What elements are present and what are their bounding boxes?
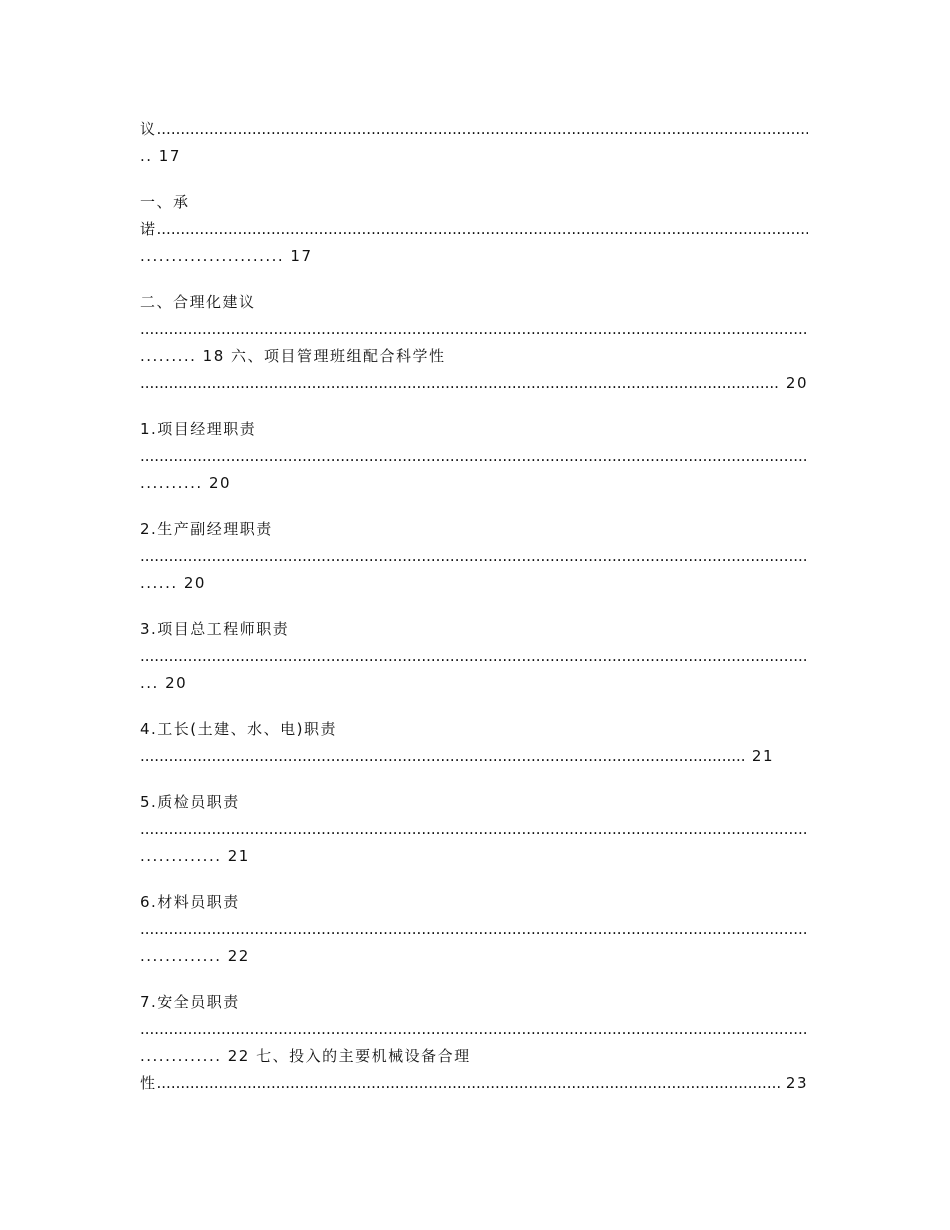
toc-line-7 — [140, 318, 808, 340]
toc-line-text: 7.安全员职责 — [140, 993, 240, 1011]
toc-line-text: 5.质检员职责 — [140, 793, 240, 811]
toc-line-1 — [140, 118, 808, 140]
toc-line-25 — [140, 918, 808, 940]
toc-line-text: .. 17 — [140, 147, 181, 165]
toc-heading-foreman — [140, 718, 808, 740]
dot-leader — [140, 818, 808, 840]
toc-line-17 — [140, 645, 808, 667]
toc-line-text: .......... 20 — [140, 474, 232, 492]
toc-line-text: 议 — [140, 120, 157, 138]
dot-leader — [140, 545, 808, 567]
dot-leader — [140, 645, 808, 667]
dot-leader — [140, 445, 808, 467]
toc-line-text: ............. 22 — [140, 947, 250, 965]
toc-line-11 — [140, 445, 808, 467]
dot-leader — [140, 918, 808, 940]
toc-heading-qc — [140, 791, 808, 813]
toc-line-23 — [140, 845, 808, 867]
toc-heading-promise — [140, 191, 808, 213]
toc-line-22 — [140, 818, 808, 840]
toc-line-9 — [140, 372, 808, 394]
toc-line-12 — [140, 472, 808, 494]
toc-page-number: 21 — [751, 747, 774, 765]
toc-heading-chief-engineer — [140, 618, 808, 640]
toc-line-text: ...... 20 — [140, 574, 206, 592]
toc-heading-materials — [140, 891, 808, 913]
toc-line-text: 一、承 — [140, 193, 190, 211]
toc-heading-safety — [140, 991, 808, 1013]
toc-line-8 — [140, 345, 808, 367]
toc-line-text: 性 — [140, 1074, 157, 1092]
toc-line-text: ......... 18 六、项目管理班组配合科学性 — [140, 347, 446, 365]
toc-page-number: 23 — [785, 1074, 808, 1092]
dot-leader — [157, 118, 808, 140]
dot-leader — [140, 745, 746, 767]
toc-line-28 — [140, 1018, 808, 1040]
toc-line-29 — [140, 1045, 808, 1067]
toc-line-text: ............. 21 — [140, 847, 250, 865]
toc-line-14 — [140, 545, 808, 567]
toc-line-text: 1.项目经理职责 — [140, 420, 257, 438]
toc-heading-deputy — [140, 518, 808, 540]
toc-line-4 — [140, 218, 808, 240]
toc-line-26 — [140, 945, 808, 967]
toc-line-text: 4.工长(土建、水、电)职责 — [140, 720, 338, 738]
toc-line-20 — [140, 745, 774, 767]
toc-heading-pm — [140, 418, 808, 440]
dot-leader — [140, 372, 780, 394]
dot-leader — [140, 318, 808, 340]
dot-leader — [157, 218, 808, 240]
toc-line-text: 2.生产副经理职责 — [140, 520, 273, 538]
toc-heading-suggestions — [140, 291, 808, 313]
toc-line-2 — [140, 145, 808, 167]
toc-line-text: 6.材料员职责 — [140, 893, 240, 911]
dot-leader — [157, 1072, 780, 1094]
dot-leader — [140, 1018, 808, 1040]
toc-line-text: ............. 22 七、投入的主要机械设备合理 — [140, 1047, 471, 1065]
toc-line-text: 诺 — [140, 220, 157, 238]
toc-line-15 — [140, 572, 808, 594]
toc-line-5 — [140, 245, 808, 267]
toc-line-text: ....................... 17 — [140, 247, 313, 265]
toc-line-text: 二、合理化建议 — [140, 293, 256, 311]
toc-line-18 — [140, 672, 808, 694]
toc-line-30 — [140, 1072, 808, 1094]
toc-page-number: 20 — [785, 374, 808, 392]
toc-line-text: 3.项目总工程师职责 — [140, 620, 290, 638]
toc-line-text: ... 20 — [140, 674, 188, 692]
